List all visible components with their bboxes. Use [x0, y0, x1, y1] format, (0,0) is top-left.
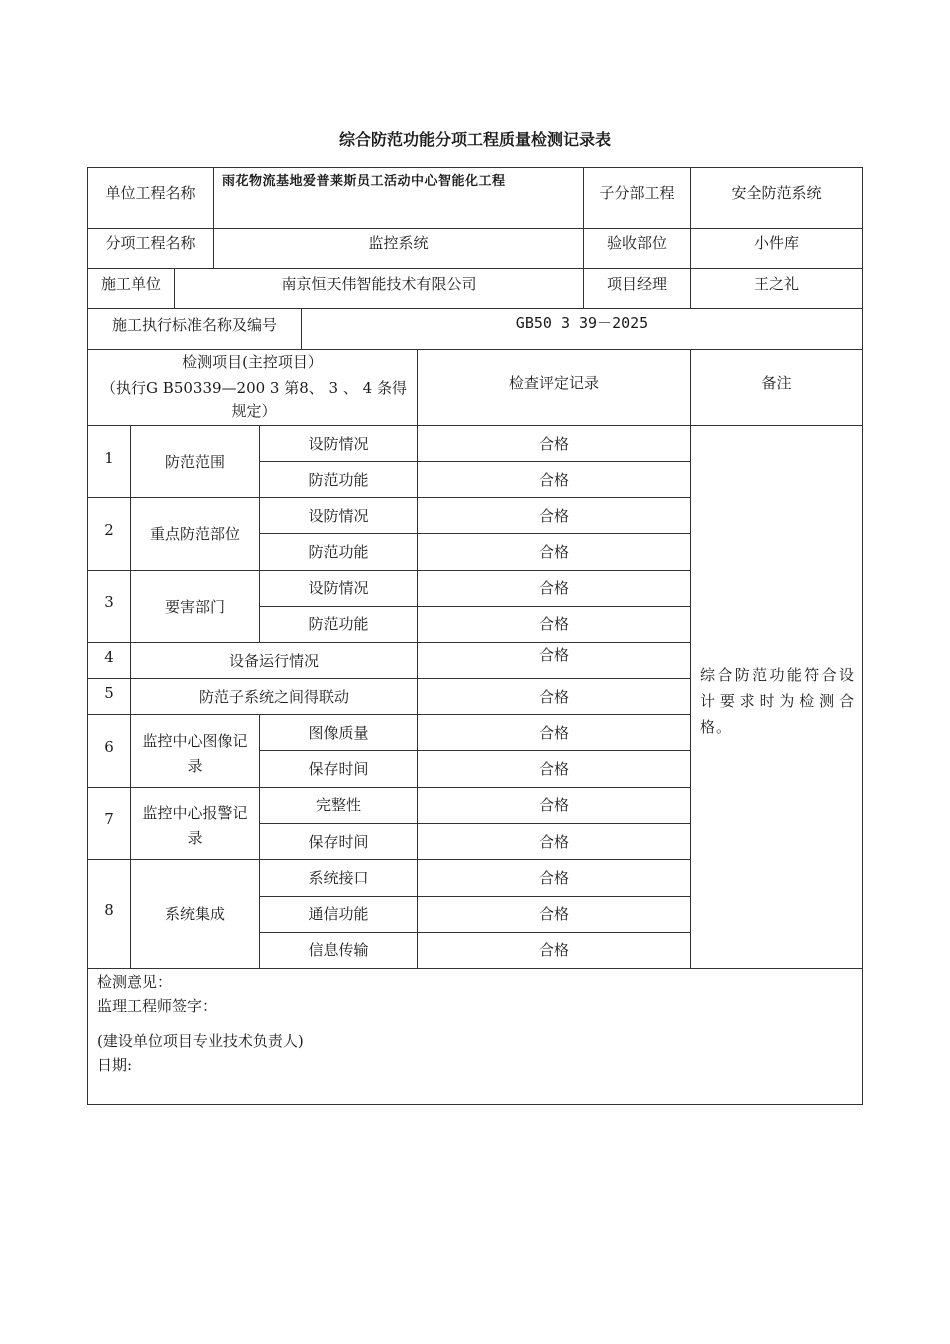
- pm-value: 王之礼: [753, 275, 799, 293]
- sub-item-label: 保存时间: [308, 760, 369, 778]
- result-cell: 合格: [538, 905, 569, 923]
- pm-label: 项目经理: [606, 275, 667, 293]
- remark-text: 综合防范功能符合设计要求时为检测合格。: [700, 666, 855, 736]
- result-cell: 合格: [538, 833, 569, 851]
- row-no: 2: [104, 521, 114, 539]
- supervisor-signature-label: 监理工程师签字：: [97, 997, 218, 1015]
- row-no: 5: [104, 684, 114, 702]
- sub-division-label: 子分部工程: [599, 184, 675, 202]
- row-name: 防范子系统之间得联动: [198, 688, 349, 706]
- row-name: 监控中心图像记录: [142, 732, 248, 775]
- result-cell: 合格: [538, 941, 569, 959]
- result-cell: 合格: [538, 760, 569, 778]
- row-no: 8: [104, 901, 114, 919]
- date-label: 日期:: [97, 1056, 133, 1074]
- result-cell: 合格: [538, 869, 569, 887]
- result-cell: 合格: [538, 507, 569, 525]
- remark-col-header: 备注: [761, 374, 792, 392]
- row-name: 设备运行情况: [228, 652, 319, 670]
- row-no: 1: [104, 449, 114, 467]
- sub-item-label: 保存时间: [308, 833, 369, 851]
- standard-value: GB50 3 39－2025: [515, 314, 649, 332]
- sub-item-label: 设防情况: [308, 435, 369, 453]
- opinion-label: 检测意见：: [97, 973, 173, 991]
- sub-division-value: 安全防范系统: [731, 184, 822, 202]
- row-name: 监控中心报警记录: [142, 804, 248, 847]
- sub-item-label: 设防情况: [308, 507, 369, 525]
- contractor-label: 施工单位: [100, 275, 161, 293]
- unit-project-label: 单位工程名称: [105, 184, 196, 202]
- row-no: 7: [104, 810, 114, 828]
- result-cell: 合格: [538, 688, 569, 706]
- sub-item-label: 信息传输: [308, 941, 369, 959]
- record-col-header: 检查评定记录: [508, 374, 599, 392]
- standard-label: 施工执行标准名称及编号: [111, 316, 277, 334]
- unit-project-value: 雨花物流基地爱普莱斯员工活动中心智能化工程: [222, 174, 506, 189]
- result-cell: 合格: [538, 471, 569, 489]
- row-name: 重点防范部位: [149, 525, 240, 543]
- item-col-header-line2: （执行G B50339—200 3 第8、 3 、 4 条得规定）: [101, 379, 407, 420]
- result-cell: 合格: [538, 646, 569, 664]
- accept-part-value: 小件库: [753, 234, 799, 252]
- result-cell: 合格: [538, 724, 569, 742]
- result-cell: 合格: [538, 615, 569, 633]
- page-title: 综合防范功能分项工程质量检测记录表: [338, 130, 611, 149]
- row-name: 要害部门: [164, 598, 225, 616]
- sub-item-label: 完整性: [315, 796, 361, 814]
- result-cell: 合格: [538, 435, 569, 453]
- sub-item-label: 防范功能: [308, 471, 369, 489]
- row-no: 3: [104, 593, 114, 611]
- sub-item-label: 图像质量: [308, 724, 369, 742]
- sub-item-label: 分项工程名称: [105, 234, 196, 252]
- result-cell: 合格: [538, 543, 569, 561]
- item-col-header-line1: 检测项目(主控项目）: [182, 353, 323, 371]
- sub-item-label: 设防情况: [308, 579, 369, 597]
- row-name: 系统集成: [164, 905, 225, 923]
- sub-item-label: 防范功能: [308, 615, 369, 633]
- owner-rep-label: (建设单位项目专业技术负责人): [97, 1032, 304, 1050]
- row-no: 4: [104, 648, 114, 666]
- accept-part-label: 验收部位: [606, 234, 667, 252]
- sub-item-label: 系统接口: [308, 869, 369, 887]
- contractor-value: 南京恒天伟智能技术有限公司: [281, 275, 477, 293]
- sub-item-label: 防范功能: [308, 543, 369, 561]
- row-name: 防范范围: [164, 453, 225, 471]
- sub-item-label: 通信功能: [308, 905, 369, 923]
- result-cell: 合格: [538, 579, 569, 597]
- row-no: 6: [104, 738, 114, 756]
- sub-item-value: 监控系统: [368, 234, 429, 252]
- result-cell: 合格: [538, 796, 569, 814]
